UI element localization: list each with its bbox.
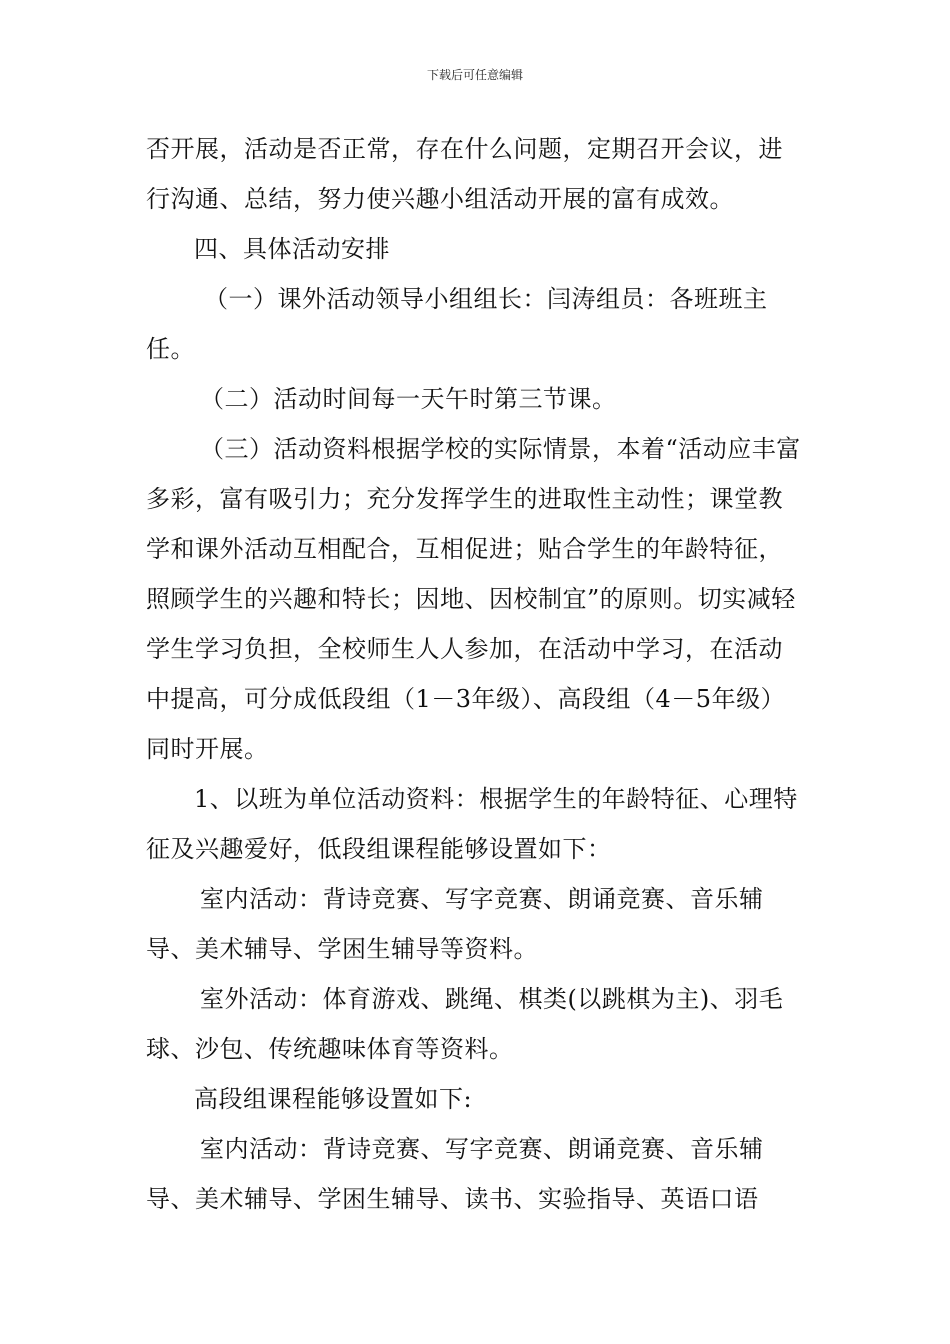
document-body <box>146 124 806 1224</box>
paragraph-high-group: 高段组课程能够设置如下: <box>194 1085 473 1113</box>
paragraph-leadership: （一）课外活动领导小组组长：闫涛组员：各班班主任。 <box>146 285 768 363</box>
paragraph-time: （二）活动时间每一天午时第三节课。 <box>200 385 617 413</box>
paragraph-class-unit: 1、以班为单位活动资料：根据学生的年龄特征、心理特征及兴趣爱好，低段组课程能够设置如下： <box>146 785 798 863</box>
section-heading: 四、具体活动安排 <box>194 235 390 263</box>
paragraph-content: （三）活动资料根据学校的实际情景，本着“活动应丰富多彩，富有吸引力；充分发挥学生的进取性主动性；课堂教学和课外活动互相配合，互相促进；贴合学生的年龄特征，照顾学生的兴趣和特长；因地、因校制宜”的原则。切实减轻学生学习负担，全校师生人人参加，在活动中学习，在活动中提高，可分成低段组（1－3年级）、高段组（4－5年级）同时开展。 <box>146 435 801 763</box>
page-header: 下载后可任意编辑 <box>426 68 523 82</box>
paragraph-indoor-low: 室内活动：背诗竞赛、写字竞赛、朗诵竞赛、音乐辅导、美术辅导、学困生辅导等资料。 <box>146 885 764 963</box>
paragraph-indoor-high: 室内活动：背诗竞赛、写字竞赛、朗诵竞赛、音乐辅导、美术辅导、学困生辅导、读书、实验指导、英语口语 <box>146 1135 764 1213</box>
paragraph-outdoor-low: 室外活动：体育游戏、跳绳、棋类(以跳棋为主)、羽毛球、沙包、传统趣味体育等资料。 <box>146 985 784 1063</box>
paragraph-continuation: 否开展，活动是否正常，存在什么问题，定期召开会议，进行沟通、总结，努力使兴趣小组活动开展的富有成效。 <box>146 135 783 213</box>
